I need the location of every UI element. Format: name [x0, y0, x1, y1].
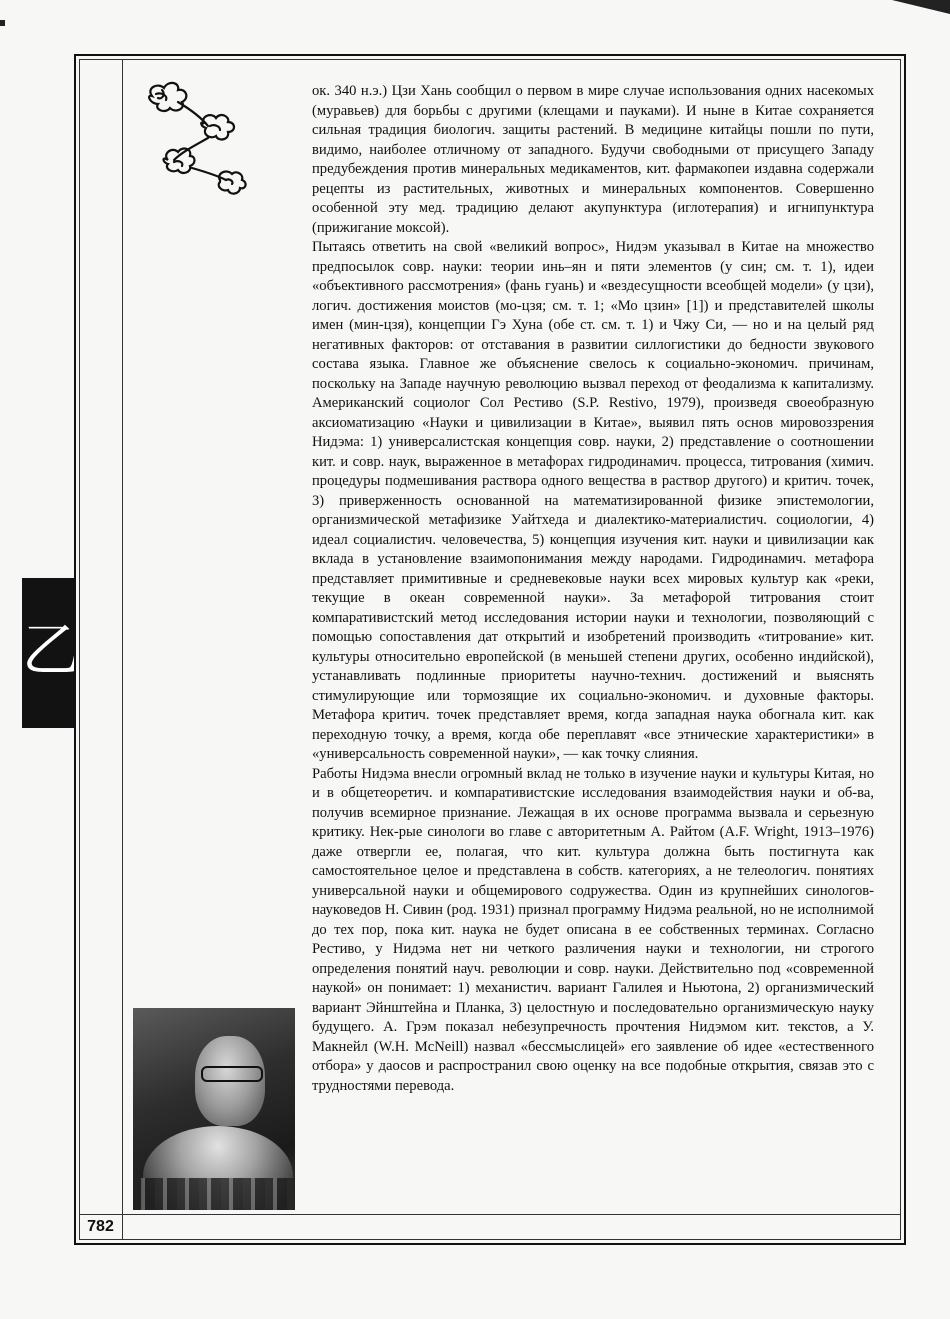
scientist-portrait-photo [133, 1008, 295, 1210]
paragraph-3: Работы Нидэма внесли огромный вклад не только в изучение науки и культуры Китая, но и в общетеоретич. и компаративистские исследования взаимодействия науки и об-ва, получив всемирное признание. Лежащая в их основе программа вызвала и серьезную критику. Нек-рые синологи во главе с авторитетным А. Райтом (A.F. Wright, 1913–1976) даже отвергли ее, полагая, что кит. культура должна быть постигнута как самостоятельное целое и представлена в собств. категориях, а не телеологич. понятиях универсальной науки и общемирового содружества. Один из крупнейших синологов-науковедов Н. Сивин (род. 1931) признал программу Нидэма реальной, но не исполнимой до тех пор, пока кит. наука не будет описана в ее собственных терминах. Согласно Рестиво, у Нидэма нет ни четкого различения науки и технологии, ни строгого определения понятий науч. революции и совр. науки. Действительно под «современной наукой» он понимает: 1) механистич. вариант Галилея и Ньютона, 2) организмический вариант Эйнштейна и Планка, 3) целостную и последовательно организмическую науку будущего. А. Грэм показал небезупречность прочтения Нидэмом кит. текстов, а У. Макнейл (W.H. McNeill) назвал «бессмыслицей» его заявление об идее «естественного отбора» у даосов и распространил свою оценку на все подобные открытия, связав это с трудностями перевода. [312, 765, 874, 1094]
paragraph-2: Пытаясь ответить на свой «великий вопрос», Нидэм указывал в Китае на множество предпосылок совр. науки: теории инь–ян и пяти элементов (у син; см. т. 1), идеи «объективного рассмотрения» (фань гуань) и «вездесущности всеобщей модели» (у цзи), логич. достижения моистов (мо-цзя; см. т. 1; «Мо цзин» [1]) и представителей школы имен (мин-цзя), концепции Гэ Хуна (обе ст. см. т. 1) и Чжу Си, — но и на целый ряд негативных факторов: от отставания в развитии силлогистики до бедности звукового состава языка. Главное же объяснение свелось к социально-экономич. причинам, поскольку на Западе научную революцию вызвал переход от феодализма к капитализму. Американский социолог Сол Рестиво (S.P. Restivo, 1979), произведя своеобразную аксиоматизацию «Науки и цивилизации в Китае», выявил пять основ мировоззрения Нидэма: 1) универсалистская концепция совр. науки, 2) представление о соотношении кит. и совр. наук, выраженное в метафорах гидродинамич. процесса, титрования (химич. процедуры подмешивания раствора одного вещества в раствор другого) и критич. точек, 3) приверженность основанной на математизированной физике эпистемологии, организмической метафизике Уайтхеда и диалектико-материалистич. социологии, 4) идеал социалистич. человечества, 5) концепция изучения кит. науки и цивилизации как вклада в установление взаимопонимания между народами. Гидродинамич. метафора представляет примитивные и средневековые науки всех мировых культур как «реки, текущие в океан современной науки». За метафорой титрования стоит компаративистский метод исследования истории науки и технологии, позволяющий с помощью сопоставления дат открытий и изобретений производить «титрование» кит. культуры относительно европейской (в меньшей степени других, особенно индийской), устанавливать подлинные приоритеты научно-технич. достижений и выяснять стимулирующие или тормозящие их социально-экономич. и духовные факторы. Метафора критич. точек представляет время, когда западная наука обогнала кит. как переходную точку, а время, когда обе переплавят «все этнические характеристики» в «универсальность современной науки», — как точку слияния. [312, 239, 874, 762]
section-thumb-glyph: 乙 [22, 616, 81, 684]
paragraph-1: ок. 340 н.э.) Цзи Хань сообщил о первом в мире случае использования одних насекомых (муравьев) для борьбы с другими (клещами и пауками). И ныне в Китае сохраняется сильная традиция биологич. защиты растений. В медицине китайцы пошли по пути, видимо, наиболее отличному от западного. Будучи свободными от присущего Западу предубеждения против минеральных медикаментов, кит. фармакопеи издавна содержали рецепты из растительных, животных и минеральных компонентов. Совершенно особенной эту мед. традицию делают акупунктура (иглотерапия) и игнипунктура (прижигание моксой). [312, 83, 874, 236]
corner-crop-mark [892, 0, 950, 14]
page-number: 782 [87, 1218, 114, 1235]
article-text [312, 82, 874, 1096]
footer-rule [79, 1214, 901, 1215]
edge-tick-mark [0, 20, 5, 26]
cloud-knot-ornament [138, 76, 250, 196]
margin-rule [122, 59, 123, 1240]
